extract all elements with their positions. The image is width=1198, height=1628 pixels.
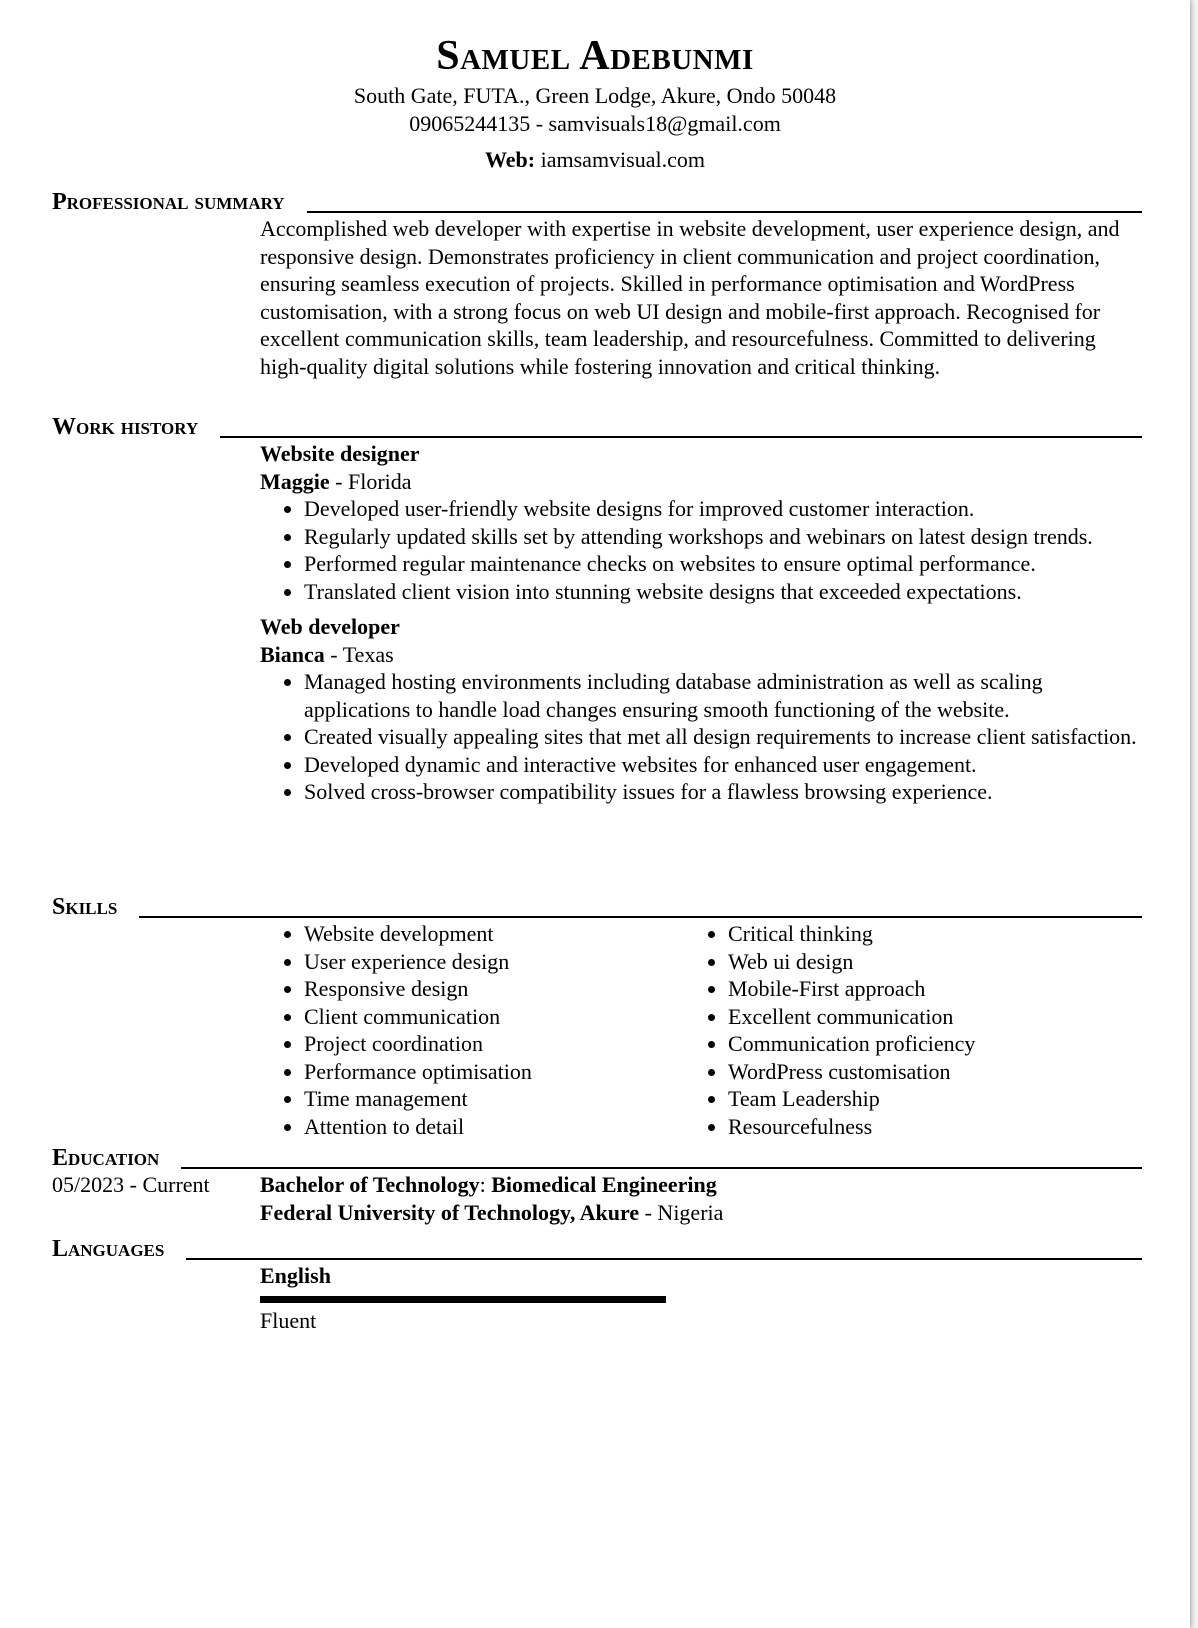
job-bullets: [260, 668, 1142, 806]
resume-header: [0, 30, 1190, 174]
summary-section: [52, 185, 1142, 380]
skill-item: • User experience design: [304, 948, 684, 976]
skills-heading: [52, 890, 1142, 920]
work-section: [52, 410, 1142, 814]
skill-item: • WordPress customisation: [728, 1058, 1108, 1086]
education-school-line: [260, 1199, 1142, 1227]
section-divider: [181, 1167, 1142, 1169]
language-name: English: [260, 1263, 331, 1288]
education-separator: :: [479, 1172, 492, 1197]
skill-item: • Project coordination: [304, 1030, 684, 1058]
job-title: Website designer: [260, 441, 420, 466]
web-link[interactable]: iamsamvisual.com: [535, 147, 705, 172]
job-bullet: • Developed user-friendly website designs for improved customer interaction.: [304, 495, 1142, 523]
job-bullet: • Managed hosting environments including database administration as well as scaling applications to handle load changes ensuring smooth functioning of the website.: [304, 668, 1142, 723]
job-bullet: • Translated client vision into stunning website designs that exceeded expectations.: [304, 578, 1142, 606]
skills-title: Skills: [52, 894, 118, 920]
skill-item: • Critical thinking: [728, 920, 1108, 948]
job-bullet: • Developed dynamic and interactive websites for enhanced user engagement.: [304, 751, 1142, 779]
work-title: Work history: [52, 414, 199, 440]
summary-text: Accomplished web developer with expertise in website development, user experience design, and responsive design. Demonstrates proficiency in client communication and project coordination, ensuring seamless execution of projects. Skilled in performance optimisation and WordPress customisation, with a strong focus on web UI design and mobile-first approach. Recognised for excellent communication skills, team leadership, and resourcefulness. Committed to delivering high-quality digital solutions while fostering innovation and critical thinking.: [260, 216, 1120, 379]
job-company: Bianca: [260, 641, 325, 667]
languages-title: Languages: [52, 1236, 165, 1262]
phone-email: 09065244135 - samvisuals18@gmail.com: [409, 111, 781, 136]
skill-item: • Resourcefulness: [728, 1113, 1108, 1141]
education-field: Biomedical Engineering: [491, 1172, 717, 1197]
education-heading: [52, 1141, 1142, 1171]
skill-item: • Web ui design: [728, 948, 1108, 976]
address: South Gate, FUTA., Green Lodge, Akure, Ondo 50048: [353, 83, 837, 108]
job-bullet: • Solved cross-browser compatibility issues for a flawless browsing experience.: [304, 778, 1142, 806]
language-proficiency-bar: [260, 1296, 666, 1303]
education-title: Education: [52, 1145, 160, 1171]
job-location: - Texas: [324, 641, 394, 667]
skills-list-right: [684, 920, 1108, 1140]
job-bullet: • Created visually appealing sites that met all design requirements to increase client satisfaction.: [304, 723, 1142, 751]
skill-item: • Team Leadership: [728, 1085, 1108, 1113]
job-company: Maggie: [260, 468, 330, 494]
skill-item: • Website development: [304, 920, 684, 948]
job-title: Web developer: [260, 614, 400, 639]
section-divider: [307, 211, 1142, 213]
job-entry: [260, 440, 1142, 605]
section-divider: [186, 1258, 1142, 1260]
language-entry: [260, 1262, 1142, 1334]
education-entry: [52, 1171, 1142, 1226]
skill-item: • Mobile-First approach: [728, 975, 1108, 1003]
language-proficiency-fill: [260, 1296, 666, 1303]
work-heading: [52, 410, 1142, 440]
education-section: [52, 1141, 1142, 1226]
skill-item: • Attention to detail: [304, 1113, 684, 1141]
job-bullet: • Performed regular maintenance checks on websites to ensure optimal performance.: [304, 550, 1142, 578]
skill-item: • Client communication: [304, 1003, 684, 1031]
language-level: Fluent: [260, 1307, 317, 1333]
skills-section: [52, 890, 1142, 1140]
skill-item: • Excellent communication: [728, 1003, 1108, 1031]
job-entry: [260, 613, 1142, 806]
website: [0, 146, 1190, 174]
section-divider: [220, 436, 1142, 438]
education-school: Federal University of Technology, Akure: [260, 1199, 640, 1225]
web-label: Web:: [485, 147, 536, 172]
summary-heading: [52, 185, 1142, 215]
skill-item: • Communication proficiency: [728, 1030, 1108, 1058]
job-company-line: [260, 468, 1142, 496]
skills-list-left: [260, 920, 684, 1140]
languages-heading: [52, 1232, 1142, 1262]
education-degree-line: [260, 1171, 1142, 1199]
job-bullets: [260, 495, 1142, 605]
skills-columns: [260, 920, 1142, 1140]
skill-item: • Performance optimisation: [304, 1058, 684, 1086]
skill-item: • Responsive design: [304, 975, 684, 1003]
languages-section: [52, 1232, 1142, 1334]
skill-item: • Time management: [304, 1085, 684, 1113]
summary-title: Professional summary: [52, 189, 285, 215]
education-degree: Bachelor of Technology: [260, 1172, 480, 1197]
education-country: - Nigeria: [639, 1199, 724, 1225]
job-bullet: • Regularly updated skills set by attending workshops and webinars on latest design trends.: [304, 523, 1142, 551]
job-location: - Florida: [329, 468, 412, 494]
job-company-line: [260, 641, 1142, 669]
candidate-name: Samuel Adebunmi: [436, 33, 754, 79]
education-date: 05/2023 - Current: [52, 1172, 210, 1197]
section-divider: [139, 916, 1142, 918]
